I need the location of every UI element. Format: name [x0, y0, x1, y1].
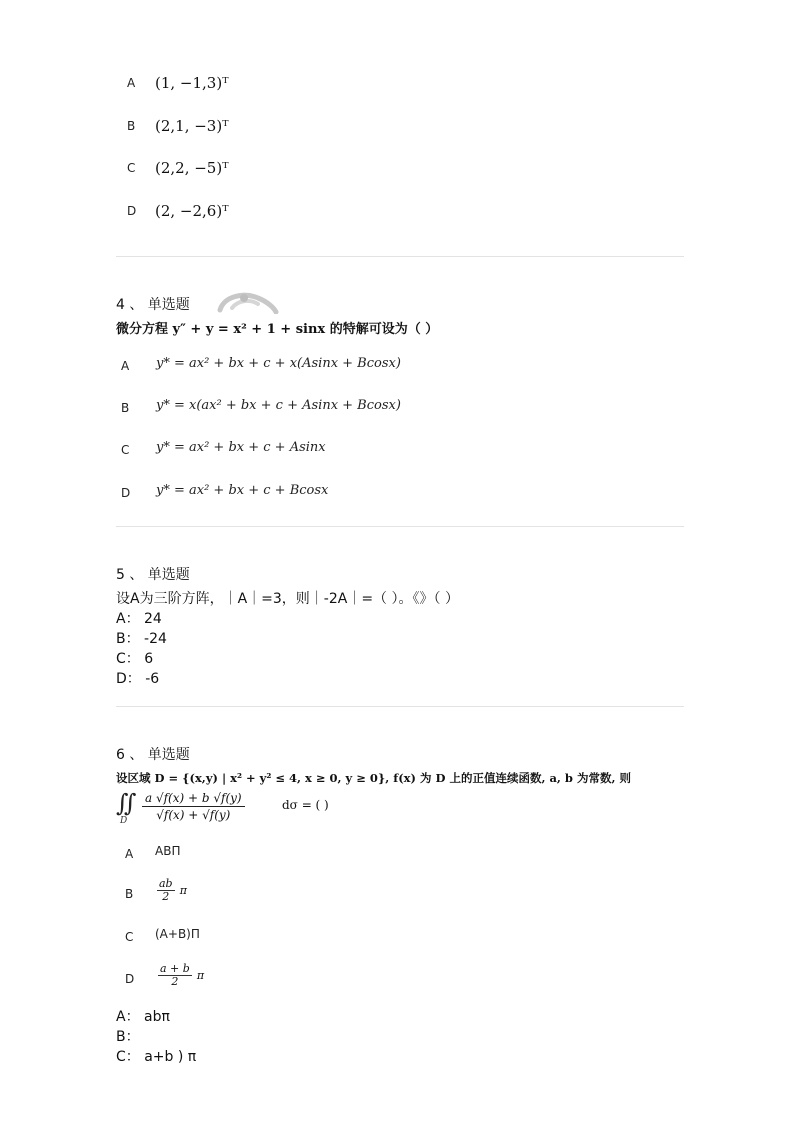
q5-stem: 设A为三阶方阵，｜A｜=3，则｜-2A｜=（ ）。《》（ ） — [116, 591, 459, 607]
q4-option-a-text: y* = ax² + bx + c + x(Asinx + Bcosx) — [156, 356, 401, 371]
q3-option-c-text: (2,2, −5)ᵀ — [155, 159, 229, 177]
q6-integral-tail: dσ = ( ) — [282, 798, 329, 812]
watermark-swirl-icon — [214, 290, 280, 314]
q5-answer-a: A： 24 — [116, 611, 162, 627]
q5-answer-c: C： 6 — [116, 651, 154, 667]
double-integral-icon: ∬ — [116, 789, 137, 817]
q6-integral-den: √f(x) + √f(y) — [156, 808, 231, 822]
q5-answer-b: B： -24 — [116, 631, 167, 647]
q6-option-d-num: a + b — [160, 962, 190, 975]
q6-integral — [116, 788, 416, 828]
q6-option-b-expr — [157, 878, 187, 903]
q6-header: 6 、 单选题 — [116, 747, 190, 763]
q6-option-d-fraction — [158, 963, 192, 988]
q6-option-d-letter: D — [125, 972, 135, 986]
q6-option-b-num: ab — [159, 877, 173, 890]
q6-option-b-letter: B — [125, 887, 134, 901]
q3-option-d-text: (2, −2,6)ᵀ — [155, 202, 229, 220]
q6-answer-a: A： abπ — [116, 1009, 170, 1025]
q4-option-a-letter: A — [121, 359, 130, 373]
q6-option-b-pi: π — [179, 884, 187, 897]
q4-option-c-text: y* = ax² + bx + c + Asinx — [156, 440, 326, 455]
q6-answer-c: C： a+b ) π — [116, 1049, 197, 1065]
q3-option-b-text: (2,1, −3)ᵀ — [155, 117, 229, 135]
divider — [116, 526, 684, 527]
q6-option-c-letter: C — [125, 930, 134, 944]
q6-option-c-text: (A+B)Π — [155, 927, 200, 941]
q6-answer-b: B： — [116, 1029, 140, 1045]
divider — [116, 256, 684, 257]
q6-option-a-letter: A — [125, 847, 134, 861]
q6-option-b-fraction — [157, 878, 175, 903]
q3-option-a-text: (1, −1,3)ᵀ — [155, 74, 229, 92]
q3-option-c-letter: C — [127, 161, 136, 175]
divider — [116, 706, 684, 707]
q3-option-a-letter: A — [127, 76, 136, 90]
q6-integral-fraction — [142, 790, 245, 823]
q4-option-b-text: y* = x(ax² + bx + c + Asinx + Bcosx) — [156, 398, 401, 413]
q6-option-d-pi: π — [196, 969, 205, 982]
q3-option-d-letter: D — [127, 204, 137, 218]
q5-header: 5 、 单选题 — [116, 567, 190, 583]
q4-option-d-letter: D — [121, 486, 131, 500]
q4-option-d-text: y* = ax² + bx + c + Bcosx — [156, 483, 329, 498]
q3-option-b-letter: B — [127, 119, 136, 133]
q4-stem: 微分方程 y″ + y = x² + 1 + sinx 的特解可设为（ ） — [116, 322, 439, 337]
q6-stem-line1: 设区域 D = {(x,y) | x² + y² ≤ 4, x ≥ 0, y ≥ 0}, f(x) 为 D 上的正值连续函数, a, b 为常数, 则 — [116, 771, 631, 785]
q5-answer-d: D： -6 — [116, 671, 160, 687]
q4-header: 4 、 单选题 — [116, 297, 190, 313]
q6-integral-num: a √f(x) + b √f(y) — [142, 790, 245, 807]
q4-option-c-letter: C — [121, 443, 130, 457]
q6-option-a-text: ABΠ — [155, 844, 181, 858]
q6-option-b-den: 2 — [162, 890, 170, 903]
q4-option-b-letter: B — [121, 401, 130, 415]
q6-option-d-den: 2 — [171, 975, 179, 988]
q6-option-d-expr — [158, 963, 204, 988]
q6-integral-sub: D — [120, 816, 128, 826]
